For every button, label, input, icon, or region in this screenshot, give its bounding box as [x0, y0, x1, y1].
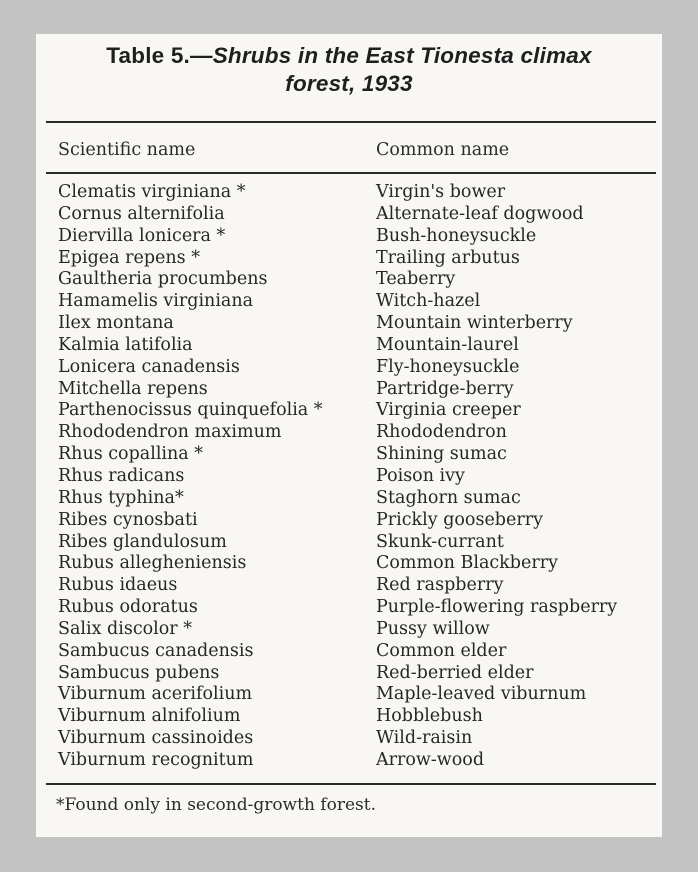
table-title-text: Shrubs in the East Tionesta climax: [212, 43, 592, 68]
scientific-name-cell: Rubus odoratus: [58, 597, 198, 618]
common-name-cell: Common Blackberry: [376, 553, 558, 574]
table-row: [36, 204, 662, 226]
scientific-name-cell: Ribes cynosbati: [58, 509, 198, 530]
table-row: [36, 291, 662, 313]
scientific-name-cell: Viburnum cassinoides: [58, 728, 254, 749]
table-row: [36, 422, 662, 444]
table-footnote: *Found only in second-growth forest.: [56, 795, 376, 815]
scientific-name-cell: Mitchella repens: [58, 378, 208, 399]
table-row: [36, 379, 662, 401]
table-row: [36, 597, 662, 619]
table-row: [36, 357, 662, 379]
common-name-cell: Bush-honeysuckle: [376, 225, 537, 246]
common-name-cell: Prickly gooseberry: [376, 509, 543, 530]
common-name-cell: Alternate-leaf dogwood: [376, 203, 584, 224]
scientific-name-cell: Diervilla lonicera *: [58, 225, 226, 246]
common-name-cell: Wild-raisin: [376, 728, 473, 749]
table-row: [36, 663, 662, 685]
common-name-cell: Virginia creeper: [376, 400, 521, 421]
scientific-name-cell: Ribes glandulosum: [58, 531, 227, 552]
table-row: [36, 466, 662, 488]
table-row: [36, 684, 662, 706]
table-row: [36, 335, 662, 357]
scientific-name-cell: Rubus idaeus: [58, 575, 178, 596]
table-body: [36, 182, 662, 772]
table-row: [36, 510, 662, 532]
common-name-cell: Rhododendron: [376, 422, 507, 443]
common-name-cell: Partridge-berry: [376, 378, 514, 399]
common-name-cell: Arrow-wood: [376, 749, 485, 770]
common-name-cell: Red raspberry: [376, 575, 504, 596]
scientific-name-cell: Cornus alternifolia: [58, 203, 225, 224]
scientific-name-cell: Gaultheria procumbens: [58, 269, 268, 290]
scientific-name-cell: Rhus copallina *: [58, 444, 204, 465]
table-number: Table 5.—: [106, 43, 213, 68]
scientific-name-cell: Salix discolor *: [58, 618, 192, 639]
scientific-name-cell: Ilex montana: [58, 313, 174, 334]
table-row: [36, 313, 662, 335]
common-name-cell: Fly-honeysuckle: [376, 356, 520, 377]
scientific-name-cell: Rhus radicans: [58, 465, 185, 486]
scientific-name-cell: Viburnum recognitum: [58, 749, 254, 770]
common-name-cell: Red-berried elder: [376, 662, 534, 683]
common-name-cell: Trailing arbutus: [376, 247, 520, 268]
scientific-name-cell: Sambucus canadensis: [58, 640, 254, 661]
scientific-name-cell: Hamamelis virginiana: [58, 291, 254, 312]
table-title-line-2: forest, 1933: [285, 71, 413, 96]
common-name-cell: Hobblebush: [376, 706, 483, 727]
bottom-rule: [46, 783, 656, 785]
scientific-name-cell: Kalmia latifolia: [58, 334, 193, 355]
common-name-cell: Staghorn sumac: [376, 487, 521, 508]
table-row: [36, 488, 662, 510]
scientific-name-cell: Viburnum alnifolium: [58, 706, 241, 727]
scientific-name-cell: Rhododendron maximum: [58, 422, 282, 443]
table-row: [36, 248, 662, 270]
column-header-common-name: Common name: [376, 140, 510, 160]
document-page: [36, 34, 662, 837]
table-row: [36, 750, 662, 772]
common-name-cell: Common elder: [376, 640, 507, 661]
scientific-name-cell: Rhus typhina*: [58, 487, 184, 508]
scientific-name-cell: Rubus allegheniensis: [58, 553, 247, 574]
scientific-name-cell: Epigea repens *: [58, 247, 200, 268]
table-row: [36, 444, 662, 466]
table-row: [36, 532, 662, 554]
common-name-cell: Purple-flowering raspberry: [376, 597, 618, 618]
table-title: [36, 42, 662, 98]
column-header-scientific-name: Scientific name: [58, 140, 196, 160]
table-row: [36, 226, 662, 248]
common-name-cell: Teaberry: [376, 269, 456, 290]
common-name-cell: Mountain-laurel: [376, 334, 519, 355]
common-name-cell: Maple-leaved viburnum: [376, 684, 587, 705]
scientific-name-cell: Parthenocissus quinquefolia *: [58, 400, 323, 421]
common-name-cell: Poison ivy: [376, 465, 465, 486]
common-name-cell: Skunk-currant: [376, 531, 504, 552]
scientific-name-cell: Viburnum acerifolium: [58, 684, 253, 705]
common-name-cell: Witch-hazel: [376, 291, 481, 312]
table-row: [36, 269, 662, 291]
scientific-name-cell: Clematis virginiana *: [58, 182, 246, 202]
scientific-name-cell: Sambucus pubens: [58, 662, 220, 683]
table-row: [36, 706, 662, 728]
table-row: [36, 553, 662, 575]
scientific-name-cell: Lonicera canadensis: [58, 356, 240, 377]
top-rule: [46, 121, 656, 123]
table-row: [36, 575, 662, 597]
table-row: [36, 728, 662, 750]
common-name-cell: Virgin's bower: [376, 182, 506, 202]
common-name-cell: Shining sumac: [376, 444, 507, 465]
table-row: [36, 182, 662, 204]
table-row: [36, 619, 662, 641]
table-row: [36, 641, 662, 663]
table-row: [36, 400, 662, 422]
common-name-cell: Mountain winterberry: [376, 313, 573, 334]
common-name-cell: Pussy willow: [376, 618, 490, 639]
table-title-line-1: [36, 42, 662, 70]
header-rule: [46, 172, 656, 174]
